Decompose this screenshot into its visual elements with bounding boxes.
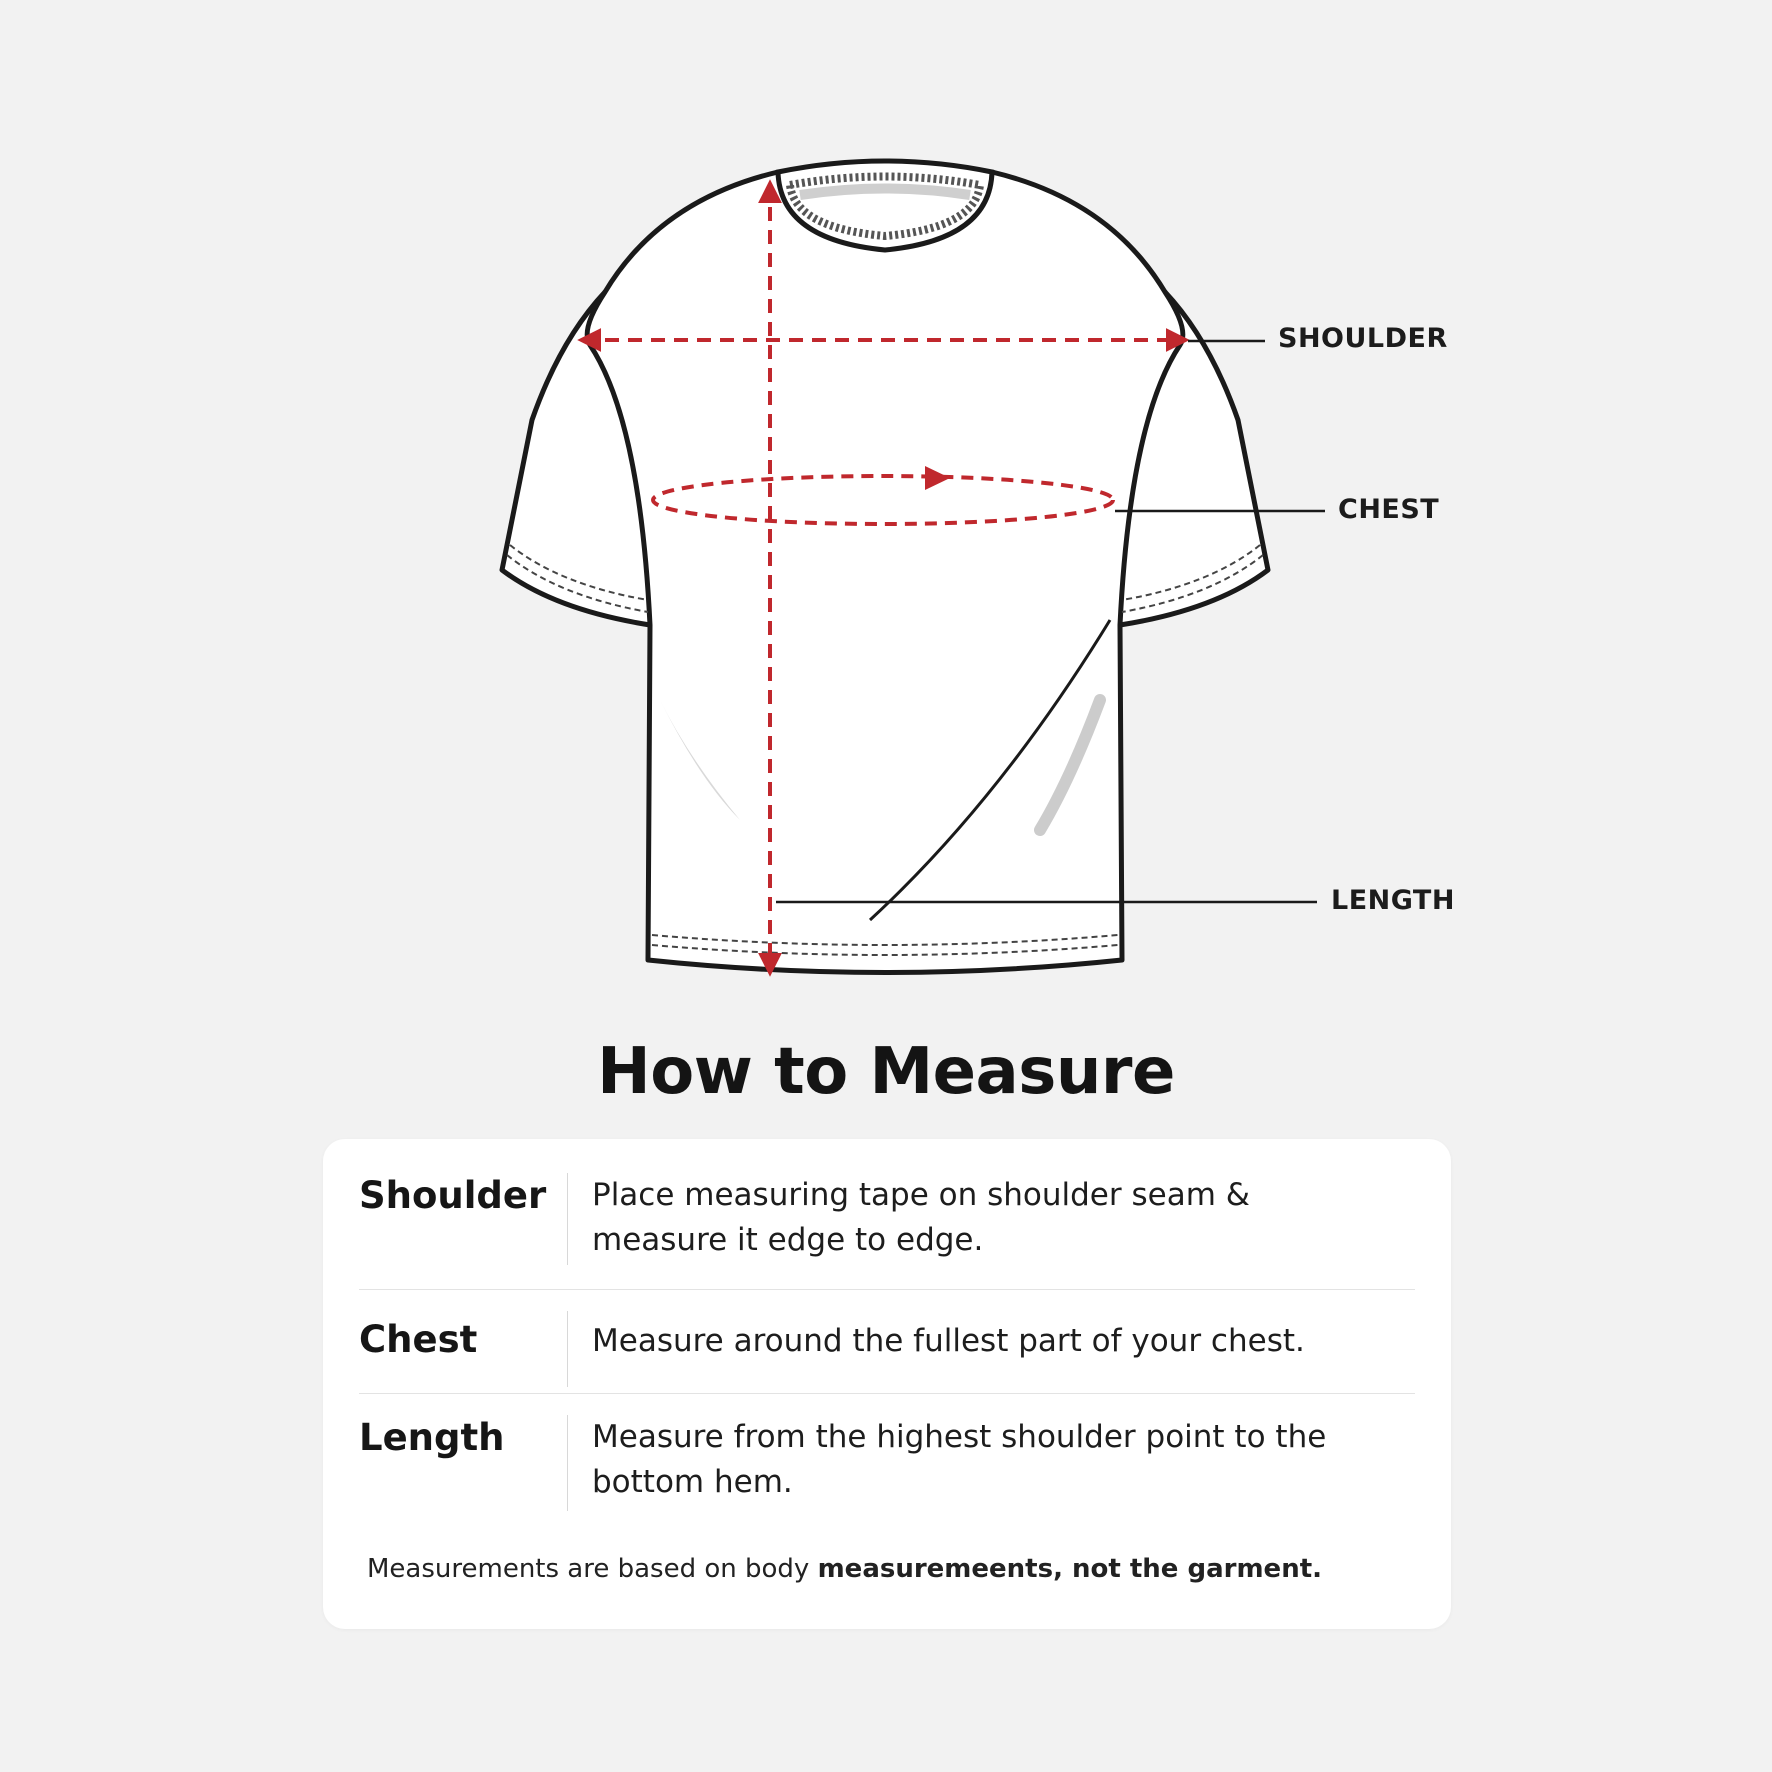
length-callout-label: LENGTH <box>1331 885 1455 916</box>
row-separator <box>567 1415 568 1511</box>
row-separator <box>567 1311 568 1387</box>
guide-description: Place measuring tape on shoulder seam & measure it edge to edge. <box>592 1177 1250 1258</box>
guide-description: Measure from the highest shoulder point to the bottom hem. <box>592 1419 1327 1500</box>
guide-row-shoulder <box>359 1173 1415 1265</box>
footnote-bold: measuremeents, not the garment. <box>817 1554 1323 1584</box>
guide-description: Measure around the fullest part of your chest. <box>592 1323 1305 1359</box>
shoulder-callout-label: SHOULDER <box>1278 323 1448 354</box>
row-divider <box>359 1289 1415 1290</box>
guide-row-length <box>359 1415 1415 1511</box>
tshirt-icon <box>502 161 1268 973</box>
guide-term: Chest <box>359 1318 478 1361</box>
guide-term: Shoulder <box>359 1174 547 1217</box>
footnote <box>367 1549 1417 1589</box>
row-divider <box>359 1393 1415 1394</box>
row-separator <box>567 1173 568 1265</box>
page-title: How to Measure <box>597 1035 1175 1109</box>
chest-callout-label: CHEST <box>1338 494 1440 525</box>
footnote-regular: Measurements are based on body <box>367 1554 818 1584</box>
measurement-guide-card <box>323 1139 1451 1629</box>
guide-term: Length <box>359 1416 505 1459</box>
guide-row-chest <box>359 1311 1415 1387</box>
